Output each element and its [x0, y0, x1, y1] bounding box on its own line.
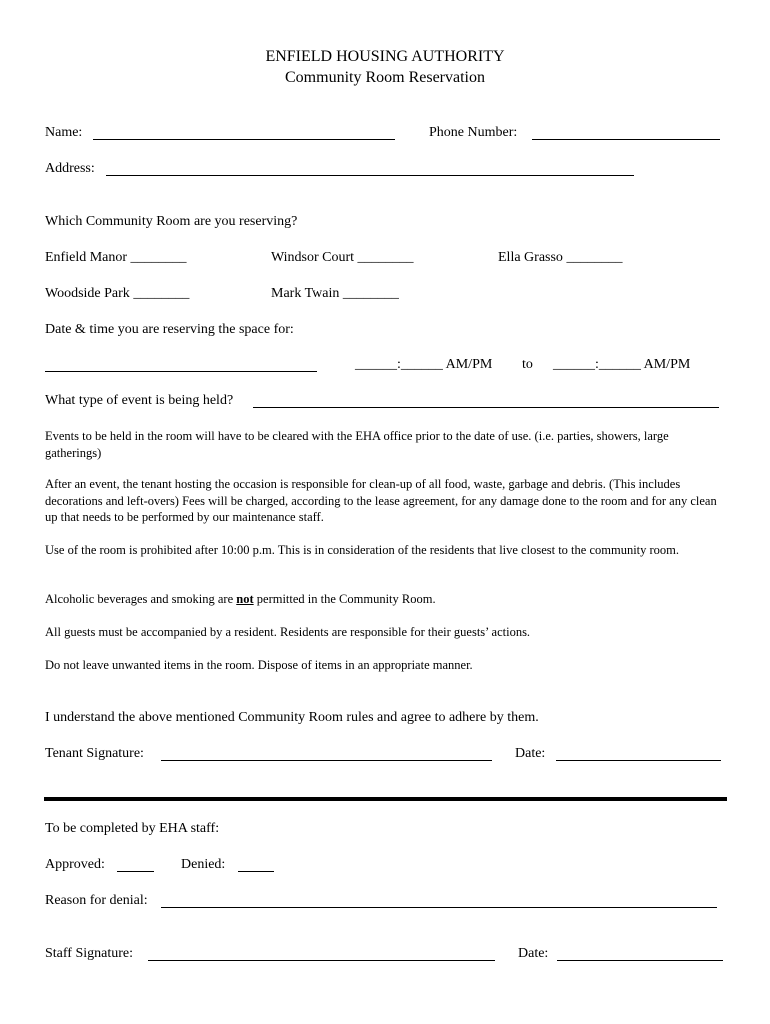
denied-field[interactable]	[238, 871, 274, 872]
end-ampm-label: AM/PM	[643, 357, 691, 372]
staff-date-label: Date:	[518, 946, 549, 961]
datetime-question: Date & time you are reserving the space for:	[45, 322, 294, 337]
start-time-field[interactable]	[355, 357, 492, 373]
staff-section-heading: To be completed by EHA staff:	[45, 821, 220, 836]
rule-curfew: Use of the room is prohibited after 10:00 p.m. This is in consideration of the residents that live closest to the community room.	[45, 543, 680, 557]
room-option-enfield-manor[interactable]	[45, 250, 187, 266]
date-field[interactable]	[45, 371, 317, 372]
to-label: to	[522, 357, 533, 372]
start-time-blank[interactable]: ______:______	[355, 357, 443, 372]
address-field[interactable]	[106, 175, 634, 176]
room-option-blank[interactable]: ________	[130, 250, 187, 265]
denied-label: Denied:	[181, 857, 226, 872]
staff-signature-field[interactable]	[148, 960, 495, 961]
rule-alcohol-text-before: Alcoholic beverages and smoking are	[45, 592, 237, 606]
tenant-date-label: Date:	[515, 746, 546, 761]
section-divider	[44, 797, 727, 801]
phone-field[interactable]	[532, 139, 720, 140]
staff-date-field[interactable]	[557, 960, 723, 961]
tenant-date-field[interactable]	[556, 760, 721, 761]
staff-signature-label: Staff Signature:	[45, 946, 134, 961]
tenant-signature-label: Tenant Signature:	[45, 746, 144, 761]
room-option-label: Ella Grasso	[498, 250, 563, 265]
room-option-windsor-court[interactable]	[271, 250, 414, 266]
address-label: Address:	[45, 161, 95, 176]
reason-field[interactable]	[161, 907, 717, 908]
room-option-blank[interactable]: ________	[566, 250, 623, 265]
end-time-field[interactable]	[553, 357, 690, 373]
room-option-mark-twain[interactable]	[271, 286, 399, 302]
start-ampm-label: AM/PM	[445, 357, 493, 372]
rule-guests: All guests must be accompanied by a resident. Residents are responsible for their guests’ actions.	[45, 625, 531, 639]
name-label: Name:	[45, 125, 83, 140]
room-option-blank[interactable]: ________	[133, 286, 190, 301]
event-type-question: What type of event is being held?	[45, 393, 234, 408]
tenant-signature-field[interactable]	[161, 760, 492, 761]
room-option-blank[interactable]: ________	[342, 286, 399, 301]
room-option-ella-grasso[interactable]	[498, 250, 622, 266]
event-type-field[interactable]	[253, 407, 719, 408]
room-option-label: Woodside Park	[45, 286, 130, 301]
rule-cleanup: After an event, the tenant hosting the occasion is responsible for clean-up of all food, waste, garbage and debris. (This includes decorations and left-overs) Fees will be charged, according to the lease agreement, for any damage done to the room and for any clean up that needs to be performed by our maintenance staff.	[45, 477, 717, 524]
rule-alcohol-smoking	[45, 591, 725, 608]
end-time-blank[interactable]: ______:______	[553, 357, 641, 372]
agreement-statement: I understand the above mentioned Community Room rules and agree to adhere by them.	[45, 710, 539, 725]
reason-label: Reason for denial:	[45, 893, 148, 908]
room-option-blank[interactable]: ________	[357, 250, 414, 265]
room-option-label: Enfield Manor	[45, 250, 128, 265]
form-title: Community Room Reservation	[285, 69, 485, 86]
approved-label: Approved:	[45, 857, 105, 872]
rule-alcohol-text-after: permitted in the Community Room.	[253, 592, 436, 606]
room-question: Which Community Room are you reserving?	[45, 214, 298, 229]
name-field[interactable]	[93, 139, 395, 140]
room-option-label: Windsor Court	[271, 250, 355, 265]
rule-clearance: Events to be held in the room will have to be cleared with the EHA office prior to the date of use. (i.e. parties, showers, large gatherings)	[45, 429, 669, 460]
approved-field[interactable]	[117, 871, 154, 872]
rule-alcohol-emphasis: not	[236, 592, 254, 606]
phone-label: Phone Number:	[429, 125, 518, 140]
rule-unwanted-items: Do not leave unwanted items in the room. Dispose of items in an appropriate manner.	[45, 658, 473, 672]
room-option-woodside-park[interactable]	[45, 286, 189, 302]
organization-title: ENFIELD HOUSING AUTHORITY	[265, 48, 505, 65]
room-option-label: Mark Twain	[271, 286, 340, 301]
